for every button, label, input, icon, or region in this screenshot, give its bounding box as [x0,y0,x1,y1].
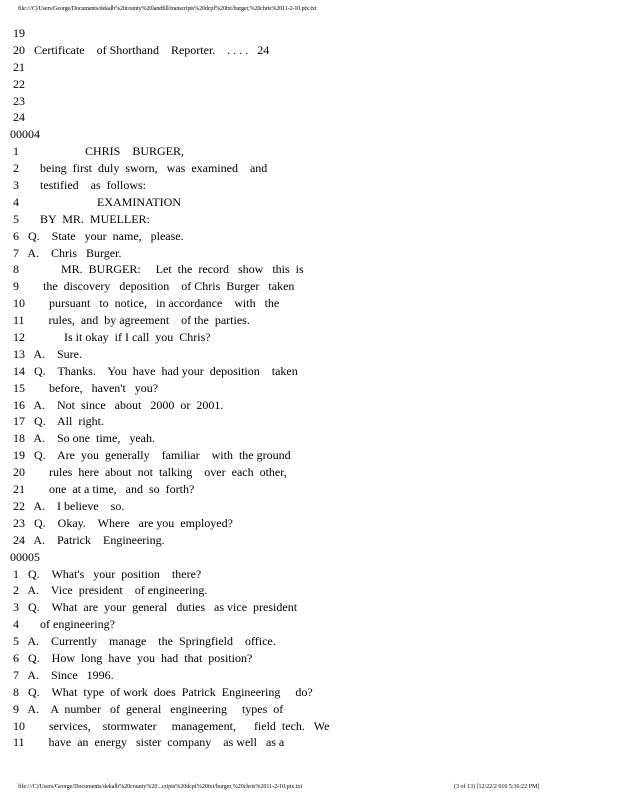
page-info: (3 of 13) [12/22/2 010 5:36:22 PM] [454,784,540,790]
transcript-line: 12 Is it okay if I call you Chris? [10,330,211,345]
transcript-line: 1 Q. What's your position there? [10,566,202,581]
transcript-line: 3 Q. What are your general duties as vice president [10,600,298,615]
transcript-line: 6 Q. State your name, please. [10,228,184,243]
transcript-line: 5 A. Currently manage the Springfield office. [10,634,276,649]
transcript-line: 22 A. I believe so. [10,498,125,513]
transcript-body [10,25,610,751]
transcript-line: 14 Q. Thanks. You have had your deposition taken [10,363,298,378]
transcript-line: 4 of engineering? [10,617,115,632]
transcript-line: 11 have an energy sister company as well as a [10,735,285,750]
transcript-line: 10 services, stormwater management, field tech. We [10,718,330,733]
file-path-footer: file:///C|/Users/George/Documents/dekalb%20county%20...cripts%20dcpf%20txt/burger,%20chris%2011-2-10.ptx.txt [18,784,303,790]
transcript-line: 24 A. Patrick Engineering. [10,532,165,547]
transcript-line: 23 Q. Okay. Where are you employed? [10,515,233,530]
transcript-line: 2 A. Vice president of engineering. [10,583,208,598]
transcript-line: 21 one at a time, and so forth? [10,482,195,497]
file-path-header: file:///C|/Users/George/Documents/dekalb%20county%20landfill/transcripts%20dcpf%20txt/burger,%20chris%2011-2-10.ptx.txt [18,6,317,12]
transcript-line: 20 rules here about not talking over each other, [10,465,287,480]
transcript-line: 7 A. Since 1996. [10,667,114,682]
transcript-line: 20 Certificate of Shorthand Reporter. . . . . 24 [10,42,270,57]
transcript-line: 2 being first duly sworn, was examined and [10,161,268,176]
transcript-line: 24 [10,110,25,125]
transcript-line: 23 [10,93,25,108]
transcript-line: 21 [10,59,25,74]
transcript-line: 00004 [10,127,40,142]
transcript-line: 16 A. Not since about 2000 or 2001. [10,397,224,412]
transcript-line: 19 Q. Are you generally familiar with the ground [10,448,291,463]
transcript-line: 9 A. A number of general engineering types of [10,701,284,716]
transcript-line: 8 MR. BURGER: Let the record show this is [10,262,304,277]
transcript-line: 15 before, haven't you? [10,380,159,395]
transcript-line: 00005 [10,549,40,564]
transcript-line: 4 EXAMINATION [10,194,181,209]
transcript-line: 6 Q. How long have you had that position? [10,650,253,665]
transcript-line: 5 BY MR. MUELLER: [10,211,150,226]
transcript-line: 17 Q. All right. [10,414,105,429]
transcript-line: 19 [10,26,25,40]
transcript-line: 1 CHRIS BURGER, [10,144,185,159]
transcript-line: 8 Q. What type of work does Patrick Engineering do? [10,684,313,699]
transcript-line: 11 rules, and by agreement of the parties. [10,313,250,328]
transcript-line: 18 A. So one time, yeah. [10,431,155,446]
transcript-line: 22 [10,76,25,91]
transcript-line: 10 pursuant to notice, in accordance with the [10,296,280,311]
transcript-line: 13 A. Sure. [10,346,82,361]
transcript-line: 3 testified as follows: [10,178,146,193]
transcript-line: 9 the discovery deposition of Chris Burger taken [10,279,295,294]
transcript-line: 7 A. Chris Burger. [10,245,122,260]
